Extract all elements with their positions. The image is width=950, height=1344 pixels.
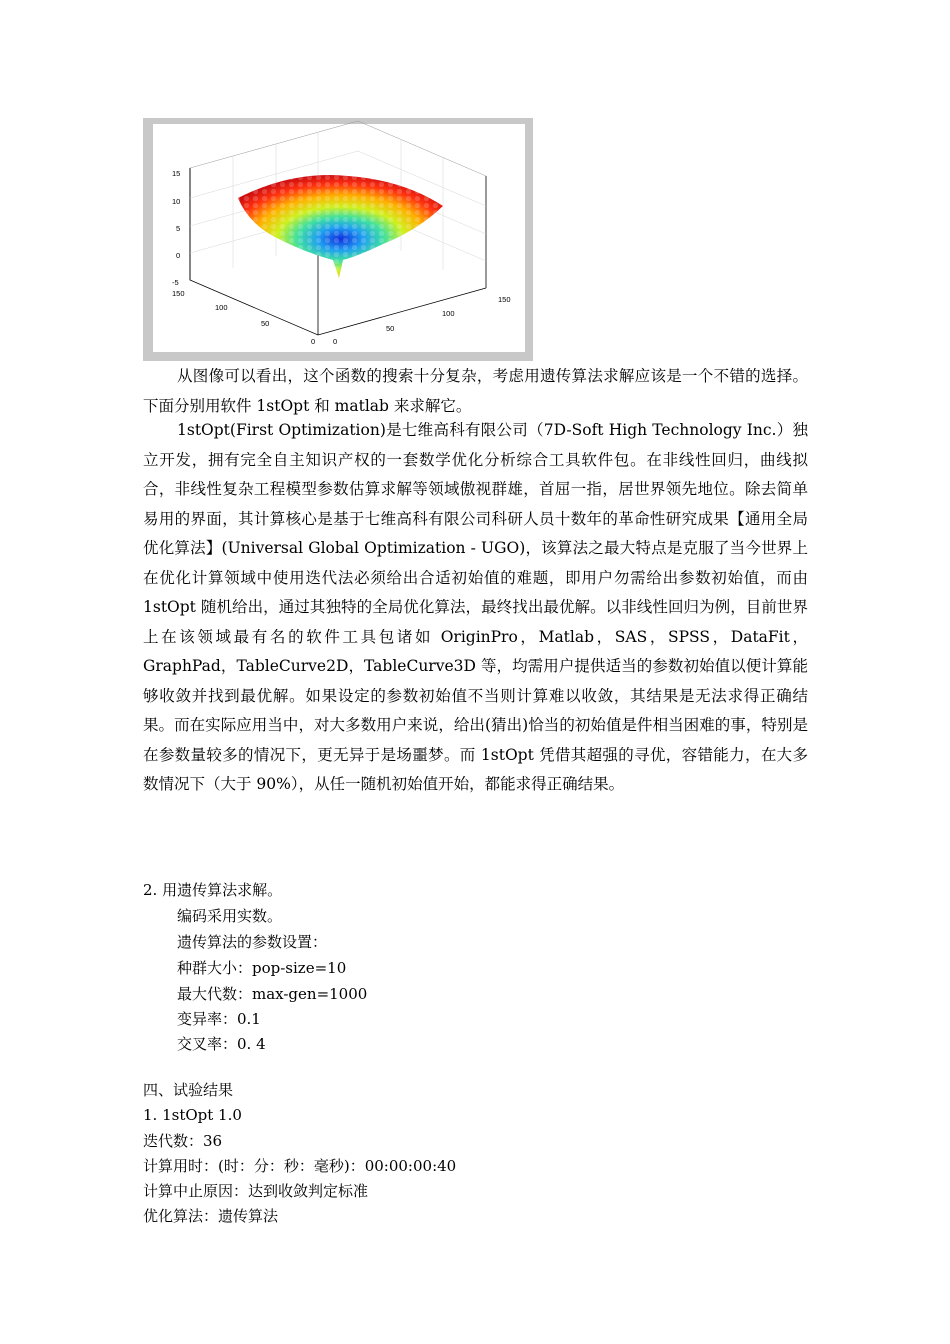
x-tick-label: 50 [386,324,395,333]
x-tick-label: 150 [498,295,511,304]
surface-plot [143,118,533,361]
y-tick-label: 150 [172,289,185,298]
compute-time-text: 计算用时：(时：分：秒：毫秒)：00:00:00:40 [143,1157,457,1175]
z-tick-label: 0 [176,251,181,260]
encoding-text: 编码采用实数。 [177,907,283,925]
section2-heading: 2. 用遗传算法求解。 [143,881,283,899]
mutation-param: 变异率：0.1 [177,1010,261,1028]
algorithm-text: 优化算法：遗传算法 [143,1207,279,1225]
surface-plot-figure [143,118,533,361]
paragraph-1stopt-description: 1stOpt(First Optimization)是七维高科有限公司（7D-Soft High Technology Inc.）独立开发，拥有完全自主知识产权的一套数学优化分析综合工具软件包。在非线性回归，曲线拟合，非线性复杂工程模型参数估算求解等领域傲视群雄，首屈一指，居世界领先地位。除去简单易用的界面，其计算核心是基于七维高科有限公司科研人员十数年的革命性研究成果【通用全局优化算法】(Universal Global Optimization - UGO)，该算法之最大特点是克服了当今世界上在优化计算领域中使用迭代法必须给出合适初始值的难题，即用户勿需给出参数初始值，而由 1stOpt 随机给出，通过其独特的全局优化算法，最终找出最优解。以非线性回归为例，目前世界上在该领域最有名的软件工具包诸如 OriginPro，Matlab，SAS，SPSS，DataFit，GraphPad，TableCurve2D，TableCurve3D 等，均需用户提供适当的参数初始值以便计算能够收敛并找到最优解。如果设定的参数初始值不当则计算难以收敛，其结果是无法求得正确结果。而在实际应用当中，对大多数用户来说，给出(猜出)恰当的初始值是件相当困难的事，特别是在参数量较多的情况下，更无异于是场噩梦。而 1stOpt 凭借其超强的寻优，容错能力，在大多数情况下（大于 90%），从任一随机初始值开始，都能求得正确结果。 [143,421,808,793]
crossover-param: 交叉率：0. 4 [177,1035,266,1053]
z-tick-label: 15 [172,169,181,178]
iterations-text: 迭代数：36 [143,1132,223,1150]
params-title: 遗传算法的参数设置： [177,933,328,951]
x-tick-label: 0 [333,337,338,346]
y-tick-label: 0 [311,337,316,346]
paragraph-intro: 从图像可以看出，这个函数的搜索十分复杂，考虑用遗传算法求解应该是一个不错的选择。下面分别用软件 1stOpt 和 matlab 来求解它。 [143,367,808,415]
results-subheading: 1. 1stOpt 1.0 [143,1106,242,1124]
x-tick-label: 100 [442,309,455,318]
max-gen-param: 最大代数：max-gen=1000 [177,985,368,1003]
stop-reason-text: 计算中止原因：达到收敛判定标准 [143,1182,369,1200]
section4-heading: 四、试验结果 [143,1081,234,1099]
z-tick-label: 5 [176,224,181,233]
y-tick-label: 100 [215,303,228,312]
pop-size-param: 种群大小：pop-size=10 [177,959,347,977]
y-tick-label: 50 [261,319,270,328]
z-tick-label: -5 [172,278,179,287]
z-tick-label: 10 [172,197,181,206]
